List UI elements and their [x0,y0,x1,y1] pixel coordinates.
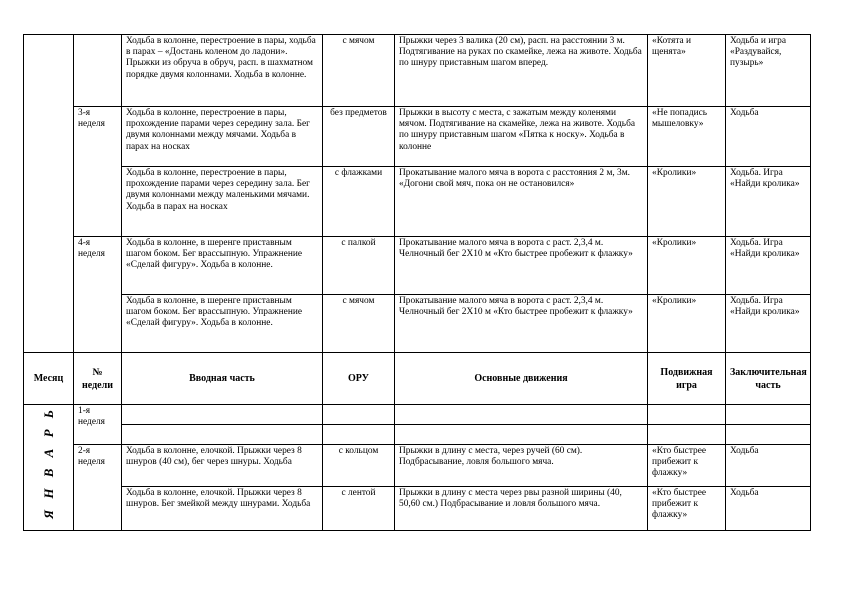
oru-cell: с мячом [323,35,395,107]
week-cell [74,35,122,107]
final-cell: Ходьба [726,107,811,167]
intro-cell: Ходьба в колонне, елочкой. Прыжки через 8 шнуров. Бег змейкой между шнурами. Ходьба [122,487,323,531]
week-cell: 3-я неделя [74,107,122,237]
intro-cell: Ходьба в колонне, елочкой. Прыжки через 8 шнуров (40 см), бег через шнуры. Ходьба [122,445,323,487]
oru-cell: с флажками [323,167,395,237]
intro-cell: Ходьба в колонне, перестроение в пары, прохождение парами через середину зала. Бег двумя колоннами между маленькими мячами. Ходьба в парах на носках [122,167,323,237]
table-row [24,445,811,487]
month-cell-january [24,405,74,531]
oru-cell [323,405,395,425]
game-cell: «Кто быстрее прибежит к флажку» [648,445,726,487]
intro-cell: Ходьба в колонне, перестроение в пары, прохождение парами через середину зала. Бег двумя колоннами между мячами. Ходьба в парах на носках [122,107,323,167]
month-cell-empty [24,35,74,353]
intro-cell [122,405,323,425]
final-cell [726,405,811,425]
main-cell: Прыжки через 3 валика (20 см), расп. на расстоянии 3 м. Подтягивание на руках по скамейке, лежа на животе. Ходьба по шнуру приставным шагом вперед. [395,35,648,107]
oru-cell: без предметов [323,107,395,167]
oru-cell [323,425,395,445]
table-row [24,167,811,237]
header-final: Заключительная часть [726,353,811,405]
game-cell: «Кролики» [648,167,726,237]
table-row [24,35,811,107]
final-cell: Ходьба [726,487,811,531]
game-cell: «Кролики» [648,295,726,353]
final-cell: Ходьба. Игра «Найди кролика» [726,295,811,353]
game-cell [648,425,726,445]
table-row [24,237,811,295]
final-cell: Ходьба и игра «Раздувайся, пузырь» [726,35,811,107]
table-row [24,405,811,425]
workout-plan-table [23,34,811,531]
final-cell: Ходьба. Игра «Найди кролика» [726,237,811,295]
game-cell: «Не попадись мышеловку» [648,107,726,167]
main-cell [395,425,648,445]
game-cell: «Кто быстрее прибежит к флажку» [648,487,726,531]
week-cell: 1-я неделя [74,405,122,445]
header-week: № недели [74,353,122,405]
final-cell: Ходьба. Игра «Найди кролика» [726,167,811,237]
intro-cell [122,425,323,445]
main-cell: Прыжки в высоту с места, с зажатым между коленями мячом. Подтягивание на скамейке, лежа на животе. Ходьба по шнуру приставным шагом «Пятка к носку». Ходьба в колонне [395,107,648,167]
month-label: Я Н В А Р Ь [40,406,56,519]
intro-cell: Ходьба в колонне, в шеренге приставным шагом боком. Бег врассыпную. Упражнение «Сделай фигуру». Ходьба в колонне. [122,237,323,295]
header-game: Подвижная игра [648,353,726,405]
main-cell: Прыжки в длину с места через рвы разной ширины (40, 50,60 см.) Подбрасывание и ловля большого мяча. [395,487,648,531]
final-cell: Ходьба [726,445,811,487]
header-intro: Вводная часть [122,353,323,405]
table-row [24,425,811,445]
oru-cell: с мячом [323,295,395,353]
header-main: Основные движения [395,353,648,405]
oru-cell: с кольцом [323,445,395,487]
main-cell: Прокатывание малого мяча в ворота с раст. 2,3,4 м. Челночный бег 2Х10 м «Кто быстрее пробежит к флажку» [395,295,648,353]
week-cell: 4-я неделя [74,237,122,353]
table-row [24,487,811,531]
main-cell [395,405,648,425]
game-cell [648,405,726,425]
main-cell: Прокатывание малого мяча в ворота с раст. 2,3,4 м. Челночный бег 2Х10 м «Кто быстрее пробежит к флажку» [395,237,648,295]
table-header-row [24,353,811,405]
main-cell: Прокатывание малого мяча в ворота с расстояния 2 м, 3м. «Догони свой мяч, пока он не остановился» [395,167,648,237]
oru-cell: с палкой [323,237,395,295]
game-cell: «Кролики» [648,237,726,295]
game-cell: «Котята и щенята» [648,35,726,107]
main-cell: Прыжки в длину с места, через ручей (60 см). Подбрасывание, ловля большого мяча. [395,445,648,487]
week-cell: 2-я неделя [74,445,122,531]
table-row [24,295,811,353]
table-row [24,107,811,167]
final-cell [726,425,811,445]
header-month: Месяц [24,353,74,405]
oru-cell: с лентой [323,487,395,531]
intro-cell: Ходьба в колонне, перестроение в пары, ходьба в парах – «Достань коленом до ладони». Прыжки из обруча в обруч, расп. в шахматном порядке двумя колоннами. Ходьба в колонне. [122,35,323,107]
header-oru: ОРУ [323,353,395,405]
intro-cell: Ходьба в колонне, в шеренге приставным шагом боком. Бег врассыпную. Упражнение «Сделай фигуру». Ходьба в колонне. [122,295,323,353]
